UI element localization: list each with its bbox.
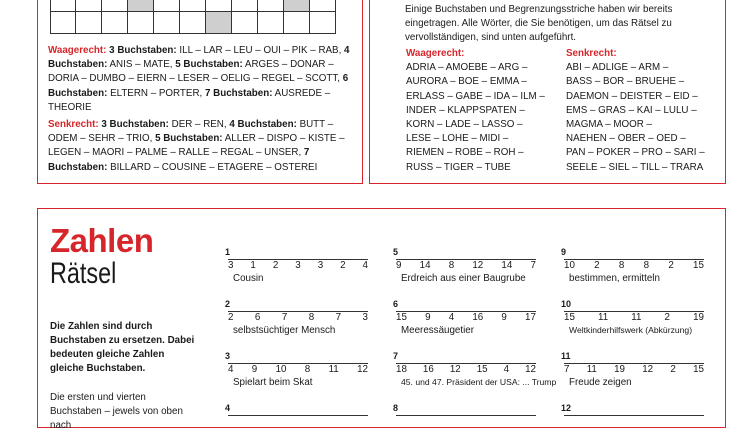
digit: 1 [250,260,256,271]
digit: 2 [670,364,676,375]
digit: 19 [614,364,625,375]
fill-in-senkrecht-heading: Senkrecht: [566,48,617,59]
word-line: SEELE – SIEL – TILL – TRARA [566,161,704,173]
clue-words: ALLER – DISPO – KISTE – LEGEN – MAORI – PALME – RALLE – REGAL – UNSER, [48,133,345,159]
digit: 12 [525,364,536,375]
digit-row [564,260,704,271]
clue-length-label: 6 Buchstaben: [48,73,349,99]
item-number: 2 [225,299,231,309]
fill-in-intro: Einige Buchstaben und Begrenzungsstriche haben wir bereits eingetragen. Alle Wörter, die Sie benötigen, um das Rätsel zu vervollständigen, sind unten aufgeführt. [405,4,673,43]
digit: 7 [335,312,342,323]
word-line: ERLASS – GABE – IDA – ILM – [406,90,545,102]
digit: 8 [643,260,650,271]
item-hint: Cousin [233,273,264,284]
digit: 7 [564,364,570,375]
digit: 3 [362,312,368,323]
item-number: 8 [393,403,399,413]
word-line: DAEMON – DEISTER – EID – [566,90,698,102]
item-number: 6 [393,299,399,309]
item-number: 12 [561,403,572,413]
grid-cell[interactable] [206,0,232,12]
item-number: 11 [561,351,571,361]
clue-length-label: 4 Buchstaben: [48,45,350,71]
word-line: MAGMA – MOOR – [566,119,653,131]
digit-row [228,312,368,323]
digit: 12 [642,364,654,375]
digit: 9 [251,364,258,375]
clue-words: ELTERN – PORTER, [107,87,205,99]
word-line: ADRIA – AMOEBE – ARG – [406,62,528,74]
item-hint: bestimmen, ermitteln [569,273,660,284]
crossword-clues-senkrecht [48,118,358,175]
clue-length-label: 5 Buchstaben: [175,59,243,71]
fill-in-waagerecht-list [406,61,556,175]
item-number: 3 [225,351,231,361]
grid-cell[interactable] [128,12,154,34]
digit: 2 [340,260,346,271]
grid-cell[interactable] [154,12,180,34]
clue-words: ARGES – DONAR – DORIA – DUMBO – EIERN – LESER – OELIG – REGEL – SCOTT, [48,59,343,85]
digit: 15 [693,364,704,375]
waagerecht-heading: Waagerecht: [48,45,107,56]
item-number: 7 [393,351,399,361]
digit: 3 [295,260,301,271]
word-line: EMS – GRAS – KAI – LULU – [566,104,697,116]
fill-in-senkrecht-list [566,61,716,175]
digit: 10 [564,260,575,271]
word-line: INDER – KLAPPSPATEN – [406,104,525,116]
clue-words: BUTT – ODEM – SEHR – TRIO, [48,119,334,145]
digit: 15 [396,312,407,323]
clue-length-label: 3 Buchstaben: [109,45,177,56]
word-line: PAN – POKER – PRO – SARI – [566,147,705,159]
digit: 2 [272,260,279,271]
answer-line[interactable] [564,415,704,416]
item-number: 4 [225,403,231,413]
crossword-grid-row-1 [50,0,362,12]
digit: 2 [664,312,670,323]
item-hint: Meeressäugetier [401,325,474,336]
digit: 17 [525,312,536,323]
grid-cell[interactable] [310,12,336,34]
digit: 4 [362,260,368,271]
clue-length-label: 5 Buchstaben: [155,133,223,145]
digit: 4 [448,312,455,323]
grid-cell-shaded [128,0,154,12]
puzzle-subtitle: Rätsel [50,257,117,290]
fill-in-waagerecht-heading: Waagerecht: [406,48,465,59]
answer-line[interactable] [396,415,536,416]
digit: 16 [472,312,484,323]
digit: 9 [396,260,402,271]
word-line: ABI – ADLIGE – ARM – [566,62,669,74]
clue-length-label: 7 Buchstaben: [204,87,273,99]
digit: 15 [564,312,575,323]
grid-cell[interactable] [180,0,206,12]
clue-length-label: 4 Buchstaben: [229,119,297,130]
digit: 15 [693,260,704,271]
grid-cell[interactable] [102,12,128,34]
word-line: RUSS – TIGER – TUBE [406,161,511,173]
digit: 11 [328,364,339,375]
clue-words: DER – REN, [168,119,230,130]
word-line: LESE – LOHE – MIDI – [406,133,509,145]
answer-line[interactable] [228,415,368,416]
item-hint: Erdreich aus einer Baugrube [401,273,526,284]
clue-words: ILL – LAR – LEU – OUI – PIK – RAB, [176,45,345,56]
clue-length-label: 7 Buchstaben: [48,147,310,173]
grid-cell[interactable] [76,0,102,12]
fill-in-senkrecht-column [566,47,716,175]
grid-cell-shaded [284,0,310,12]
puzzle-instructions-continued: Die ersten und vierten Buchstaben – jewels von oben nach [50,392,183,431]
fill-in-waagerecht-column [406,47,556,175]
digit: 7 [281,312,288,323]
item-hint: 45. und 47. Präsident der USA: ... Trump [401,377,557,387]
item-number: 1 [225,247,231,257]
digit: 16 [422,364,434,375]
digit: 7 [530,260,536,271]
clue-length-label: 3 Buchstaben: [101,119,169,130]
word-line: NAEHEN – OBER – OED – [566,133,686,145]
word-line: RIEMEN – ROBE – ROH – [406,147,524,159]
grid-cell[interactable] [180,12,206,34]
digit: 6 [254,312,261,323]
item-hint: Freude zeigen [569,377,632,388]
digit-row [564,312,704,323]
item-number: 5 [393,247,399,257]
digit: 9 [425,312,431,323]
item-hint: Spielart beim Skat [233,377,313,388]
grid-cell[interactable] [310,0,336,12]
item-number: 9 [561,247,567,257]
digit: 11 [586,364,597,375]
grid-cell[interactable] [50,0,76,12]
clue-words: ANIS – MATE, [107,59,176,71]
grid-cell[interactable] [284,12,310,34]
digit: 12 [449,364,461,375]
digit: 15 [476,364,488,375]
digit: 2 [668,260,674,271]
puzzle-instructions: Die Zahlen sind durch Buchstaben zu ersetzen. Dabei bedeuten gleiche Zahlen gleiche Buchstaben. [50,321,195,374]
digit: 10 [275,364,287,375]
digit: 11 [631,312,642,323]
digit-row [396,260,536,271]
digit-row [228,364,368,375]
crossword-grid-row-2 [50,12,362,34]
digit: 2 [594,260,600,271]
item-number: 10 [561,299,572,309]
grid-cell[interactable] [50,12,76,34]
digit-row [396,364,536,375]
digit: 18 [396,364,407,375]
digit-row [564,364,704,375]
digit: 14 [501,260,513,271]
digit: 3 [228,260,234,271]
digit: 8 [304,364,311,375]
digit-row [228,260,368,271]
digit: 12 [472,260,484,271]
grid-cell-shaded [206,12,232,34]
word-line: KORN – LADE – LASSO – [406,119,523,131]
digit: 8 [308,312,315,323]
digit: 3 [317,260,324,271]
digit: 12 [357,364,368,375]
item-hint: Weltkinderhilfswerk (Abkürzung) [569,325,693,335]
word-line: AURORA – BOE – EMMA – [406,76,527,88]
digit: 2 [228,312,234,323]
grid-cell[interactable] [76,12,102,34]
digit: 11 [598,312,609,323]
crossword-clues-waagerecht [48,44,358,115]
puzzle-title: Zahlen [50,222,154,259]
grid-cell[interactable] [154,0,180,12]
digit: 4 [228,364,234,375]
clue-words: AUSREDE – THEORIE [48,87,331,113]
grid-cell[interactable] [232,12,258,34]
digit-row [396,312,536,323]
senkrecht-heading: Senkrecht: [48,119,99,130]
digit: 14 [419,260,431,271]
digit: 19 [693,312,704,323]
digit: 8 [448,260,455,271]
grid-cell[interactable] [258,0,284,12]
word-line: BASS – BOR – BRUEHE – [566,76,685,88]
grid-cell[interactable] [232,0,258,12]
grid-cell[interactable] [102,0,128,12]
grid-cell[interactable] [258,12,284,34]
digit: 4 [503,364,510,375]
digit: 8 [618,260,625,271]
item-hint: selbstsüchtiger Mensch [233,325,336,336]
clue-words: BILLARD – COUSINE – ETAGERE – OSTEREI [107,161,318,173]
digit: 9 [501,312,507,323]
